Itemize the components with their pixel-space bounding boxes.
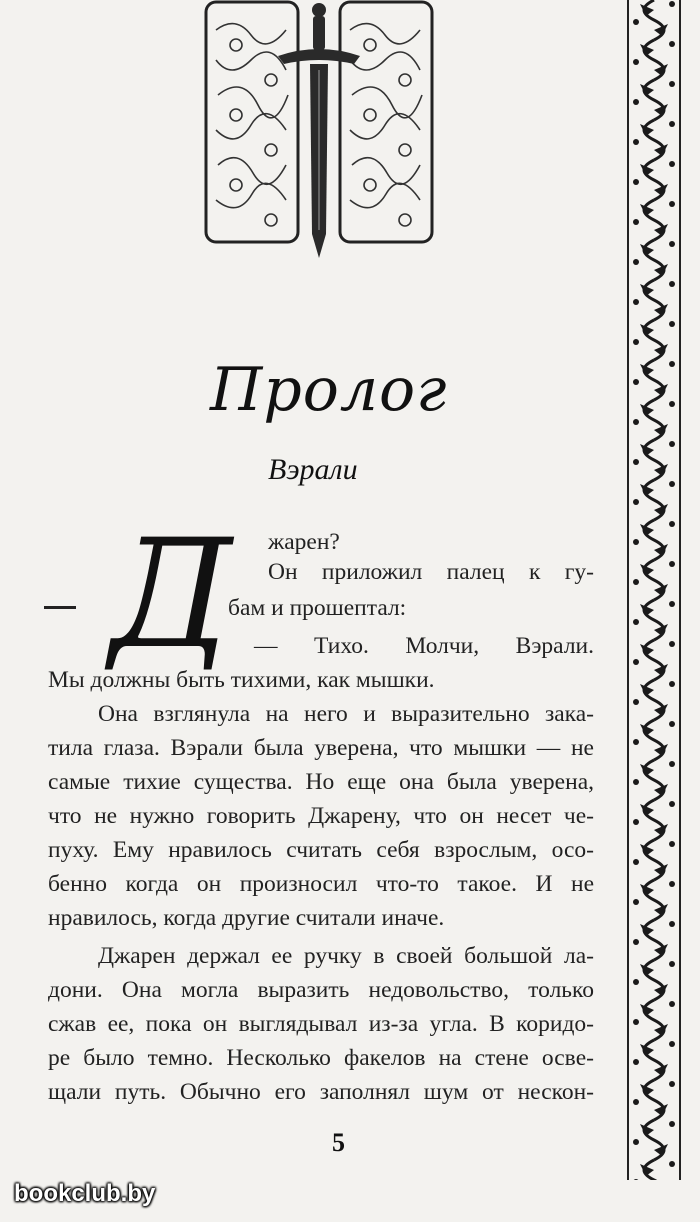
text-line: бам и прошептал: — [228, 595, 407, 621]
text-line: сжав ее, пока он выглядывал из-за угла. В коридо- — [48, 1011, 594, 1037]
page-number: 5 — [332, 1128, 345, 1157]
chapter-subtitle: Вэрали — [268, 453, 358, 486]
drop-cap-letter: Д — [110, 508, 232, 682]
text-line: дони. Она могла выразить недовольство, только — [48, 977, 594, 1003]
text-line: Он приложил палец к гу- — [268, 559, 594, 585]
text-line: бенно когда он произносил что-то такое. И не — [48, 871, 594, 897]
floral-border-icon — [622, 0, 686, 1180]
text-line: — Тихо. Молчи, Вэрали. — [254, 633, 594, 659]
sword-ornament-icon — [196, 0, 442, 262]
text-line: жарен? — [268, 529, 340, 555]
text-line: пуху. Ему нравилось считать себя взрослым, осо- — [48, 837, 594, 863]
text-line: что не нужно говорить Джарену, что он несет че- — [48, 803, 594, 829]
text-line: нравилось, когда другие считали иначе. — [48, 905, 445, 931]
chapter-title: Пролог — [210, 355, 448, 425]
text-line: Мы должны быть тихими, как мышки. — [48, 667, 435, 693]
dropcap-dash — [44, 606, 76, 609]
text-line: ре было темно. Несколько факелов на стене освe- — [48, 1045, 594, 1071]
text-line: самые тихие существа. Но еще она была уверена, — [48, 769, 594, 795]
text-line: Джарен держал ее ручку в своей большой ла- — [98, 943, 594, 969]
text-line: щали путь. Обычно его заполнял шум от нескон- — [48, 1079, 594, 1105]
text-line: Она взглянула на него и выразительно зака- — [98, 701, 594, 727]
watermark-logo: bookclub.by — [14, 1180, 156, 1207]
text-line: тила глаза. Вэрали была уверена, что мышки — не — [48, 735, 594, 761]
